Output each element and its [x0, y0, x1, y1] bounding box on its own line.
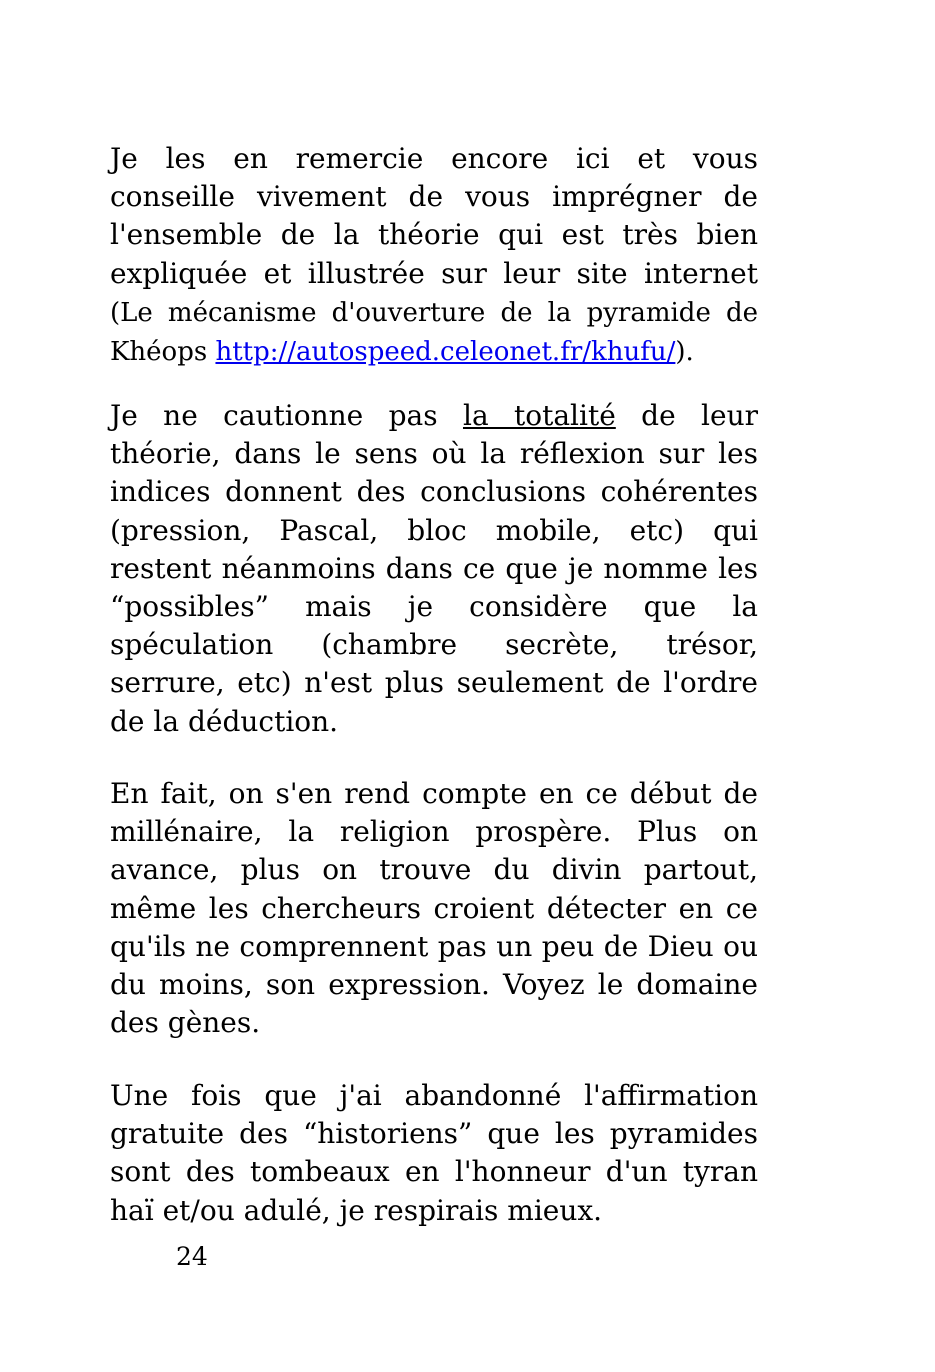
paragraph-4-text: Une fois que j'ai abandonné l'affirmation gratuite des “historiens” que les pyramides sont des tombeaux en l'honneur d'un tyran haï et/ou adulé, je respirais mieux.	[110, 1079, 758, 1227]
khufu-site-link[interactable]: http://autospeed.celeonet.fr/khufu/	[215, 337, 676, 368]
paragraph-2-underlined: la totalité	[462, 399, 616, 432]
paragraph-1-text: Je les en remercie encore ici et vous conseille vivement de vous imprégner de l'ensemble de la théorie qui est très bien expliquée et illustrée sur leur site internet	[110, 142, 758, 290]
paragraph-2	[110, 397, 758, 741]
paragraph-3-text: En fait, on s'en rend compte en ce début de millénaire, la religion prospère. Plus on avance, plus on trouve du divin partout, même les chercheurs croient détecter en ce qu'ils ne comprennent pas un peu de Dieu ou du moins, son expression. Voyez le domaine des gènes.	[110, 777, 758, 1040]
paragraph-3	[110, 775, 758, 1042]
paragraph-1-reference-text: (Le mécanisme d'ouverture de la pyramide de Khéops	[110, 297, 758, 368]
paragraph-2-before: Je ne cautionne pas	[110, 399, 438, 432]
paragraph-2-after: de leur théorie, dans le sens où la réflexion sur les indices donnent des conclusions cohérentes (pression, Pascal, bloc mobile, etc) qui restent néanmoins dans ce que je nomme les “possibles” mais je considère que la spéculation (chambre secrète, trésor, serrure, etc) n'est plus seulement de l'ordre de la déduction.	[110, 399, 758, 738]
paragraph-1	[110, 140, 758, 371]
paragraph-4	[110, 1077, 758, 1230]
paragraph-1-reference	[110, 298, 758, 367]
paragraph-1-end: ).	[675, 337, 694, 368]
page-number: 24	[176, 1242, 208, 1271]
